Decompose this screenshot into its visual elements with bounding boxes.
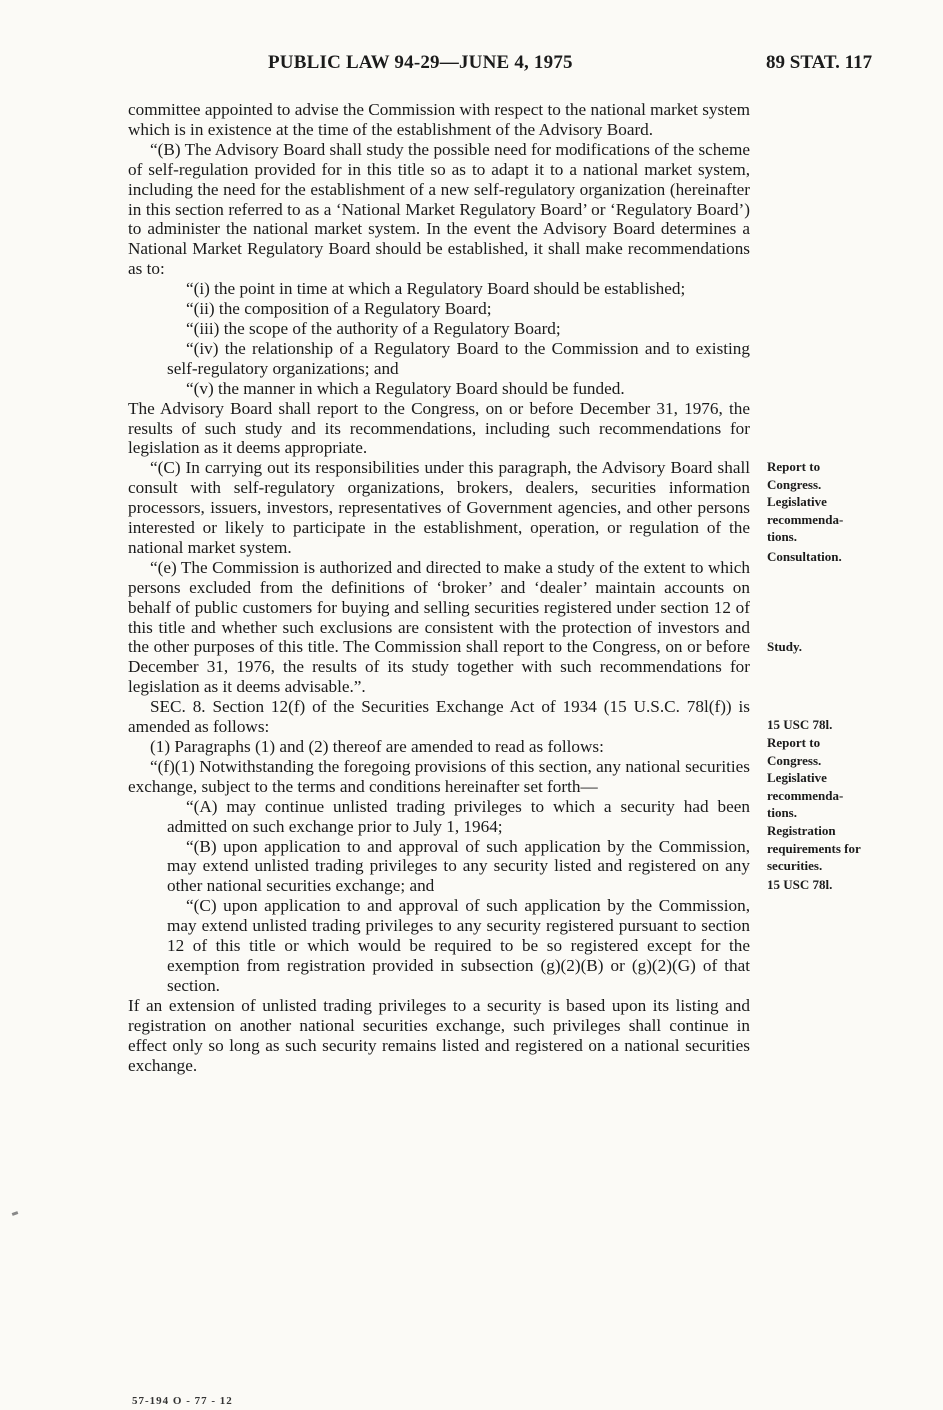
margin-note-report-1: Report to Congress. Legislative recommenda- tions. bbox=[767, 459, 844, 545]
margin-note-registration: Registration requirements for securities. bbox=[767, 823, 861, 874]
paragraph-1: (1) Paragraphs (1) and (2) thereof are amended to read as follows: bbox=[150, 737, 604, 756]
paragraph-b: “(B) The Advisory Board shall study the possible need for modifications of the scheme of self-regulation provided for in this title so as to adapt it to a national market system, including the need for the establishment of a new self-regulatory organization (hereinafter in this section referred to as a ‘National Market Regulatory Board’ or ‘Regulatory Board’) to administer the national market system. In the event the Advisory Board determines a National Market Regulatory Board should be established, it shall make recommendations as to: bbox=[128, 139, 750, 279]
margin-note-citation-2: 15 USC 78l. bbox=[767, 877, 833, 892]
page-header-title: PUBLIC LAW 94-29—JUNE 4, 1975 bbox=[268, 52, 573, 73]
paragraph-c: “(C) In carrying out its responsibilities under this paragraph, the Advisory Board shall consult with self-regulatory organizations, brokers, dealers, securities information processors, issuers, investors, representatives of Government agencies, and other persons interested or likely to participate in the establishment, operation, or regulation of the national market system. bbox=[128, 458, 750, 557]
clause-b: “(B) upon application to and approval of such application by the Commission, may extend unlisted trading privileges to any security listed and registered on any other national securities exchange; and bbox=[167, 836, 750, 896]
section-8: SEC. 8. Section 12(f) of the Securities Exchange Act of 1934 (15 U.S.C. 78l(f)) is amended as follows: bbox=[128, 697, 750, 737]
paragraph-f1: “(f)(1) Notwithstanding the foregoing provisions of this section, any national securities exchange, subject to the terms and conditions hereinafter set forth— bbox=[128, 756, 750, 796]
clause-c: “(C) upon application to and approval of such application by the Commission, may extend unlisted trading privileges to any security registered pursuant to section 12 of this title or which would be required to be so registered except for the exemption from registration provided in subsection (g)(2)(B) or (g)(2)(G) of that section. bbox=[167, 896, 750, 995]
margin-note-report-2: Report to Congress. Legislative recommenda- tions. bbox=[767, 735, 844, 821]
paragraph-e: “(e) The Commission is authorized and directed to make a study of the extent to which persons excluded from the definitions of ‘broker’ and ‘dealer’ maintain accounts on behalf of public customers for buying and selling securities registered under section 12 of this title and whether such exclusions are consistent with the protection of investors and the other purposes of this title. The Commission shall report to the Congress, on or before December 31, 1976, the results of its study together with such recommendations for legislation as it deems advisable.”. bbox=[128, 557, 750, 697]
paragraph-continuation: committee appointed to advise the Commission with respect to the national market system which is in existence at the time of the establishment of the Advisory Board. bbox=[128, 100, 750, 139]
clause-ii: “(ii) the composition of a Regulatory Board; bbox=[186, 299, 492, 319]
clause-i: “(i) the point in time at which a Regulatory Board should be established; bbox=[186, 279, 686, 299]
page-footer-code: 57-194 O - 77 - 12 bbox=[132, 1395, 233, 1407]
margin-note-study: Study. bbox=[767, 639, 803, 654]
scan-speck bbox=[12, 1211, 19, 1216]
paragraph-report: The Advisory Board shall report to the Congress, on or before December 31, 1976, the results of such study and its recommendations, including such recommendations for legislation as it deems appropriate. bbox=[128, 398, 750, 458]
page-header-stat: 89 STAT. 117 bbox=[766, 52, 873, 73]
margin-note-citation-1: 15 USC 78l. bbox=[767, 717, 833, 732]
clause-iii: “(iii) the scope of the authority of a Regulatory Board; bbox=[186, 318, 561, 338]
clause-iv: “(iv) the relationship of a Regulatory Board to the Commission and to existing self-regulatory organizations; and bbox=[167, 338, 750, 378]
body-text bbox=[128, 100, 750, 1075]
paragraph-extension: If an extension of unlisted trading privileges to a security is based upon its listing and registration on another national securities exchange, such privileges shall continue in effect only so long as such security remains listed and registered on a national securities exchange. bbox=[128, 995, 750, 1075]
clause-v: “(v) the manner in which a Regulatory Board should be funded. bbox=[186, 378, 625, 398]
clause-a: “(A) may continue unlisted trading privileges to which a security had been admitted on such exchange prior to July 1, 1964; bbox=[167, 796, 750, 836]
margin-note-consultation: Consultation. bbox=[767, 549, 842, 564]
